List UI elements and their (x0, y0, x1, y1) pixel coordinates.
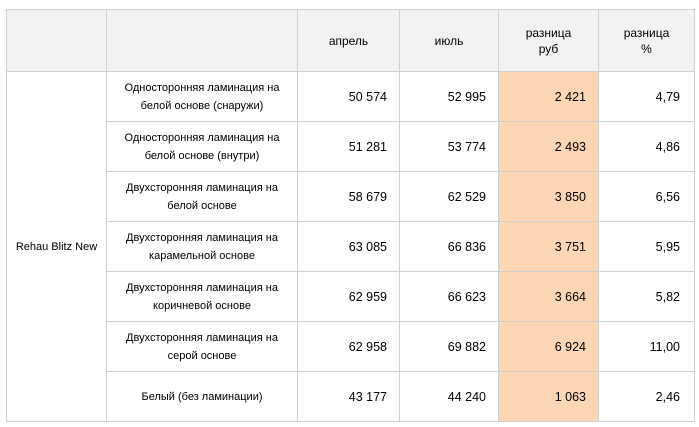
diff-pct-cell: 6,56 (599, 172, 695, 222)
lamination-name-cell: Односторонняя ламинация на белой основе (снаружи) (107, 72, 298, 122)
april-price-cell: 43 177 (298, 372, 400, 422)
table-row (7, 272, 695, 322)
july-price-cell: 52 995 (400, 72, 499, 122)
table-body (7, 72, 695, 422)
lamination-name-cell: Двухсторонняя ламинация на карамельной основе (107, 222, 298, 272)
product-group-cell: Rehau Blitz New (7, 72, 107, 422)
july-price-cell: 44 240 (400, 372, 499, 422)
lamination-name-cell: Двухсторонняя ламинация на серой основе (107, 322, 298, 372)
diff-pct-cell: 4,79 (599, 72, 695, 122)
april-price-cell: 51 281 (298, 122, 400, 172)
header-july: июль (400, 10, 499, 72)
lamination-name-cell: Белый (без ламинации) (107, 372, 298, 422)
april-price-cell: 63 085 (298, 222, 400, 272)
diff-rub-cell: 3 664 (499, 272, 599, 322)
price-comparison-table (6, 9, 695, 422)
table-row (7, 72, 695, 122)
lamination-name-cell: Двухсторонняя ламинация на белой основе (107, 172, 298, 222)
diff-pct-cell: 5,82 (599, 272, 695, 322)
diff-rub-cell: 2 421 (499, 72, 599, 122)
table-row (7, 122, 695, 172)
april-price-cell: 50 574 (298, 72, 400, 122)
header-row (7, 10, 695, 72)
april-price-cell: 62 958 (298, 322, 400, 372)
diff-pct-cell: 11,00 (599, 322, 695, 372)
april-price-cell: 62 959 (298, 272, 400, 322)
july-price-cell: 66 836 (400, 222, 499, 272)
diff-pct-cell: 4,86 (599, 122, 695, 172)
diff-rub-cell: 3 850 (499, 172, 599, 222)
table-row (7, 322, 695, 372)
april-price-cell: 58 679 (298, 172, 400, 222)
header-april: апрель (298, 10, 400, 72)
diff-rub-cell: 1 063 (499, 372, 599, 422)
diff-pct-cell: 2,46 (599, 372, 695, 422)
july-price-cell: 53 774 (400, 122, 499, 172)
diff-rub-cell: 6 924 (499, 322, 599, 372)
header-diff-pct: разница % (599, 10, 695, 72)
july-price-cell: 69 882 (400, 322, 499, 372)
diff-rub-cell: 3 751 (499, 222, 599, 272)
table-row (7, 172, 695, 222)
july-price-cell: 62 529 (400, 172, 499, 222)
header-diff-rub: разница руб (499, 10, 599, 72)
diff-pct-cell: 5,95 (599, 222, 695, 272)
table-row (7, 222, 695, 272)
lamination-name-cell: Односторонняя ламинация на белой основе (внутри) (107, 122, 298, 172)
header-empty-1 (7, 10, 107, 72)
july-price-cell: 66 623 (400, 272, 499, 322)
header-empty-2 (107, 10, 298, 72)
table-row (7, 372, 695, 422)
lamination-name-cell: Двухсторонняя ламинация на коричневой основе (107, 272, 298, 322)
diff-rub-cell: 2 493 (499, 122, 599, 172)
